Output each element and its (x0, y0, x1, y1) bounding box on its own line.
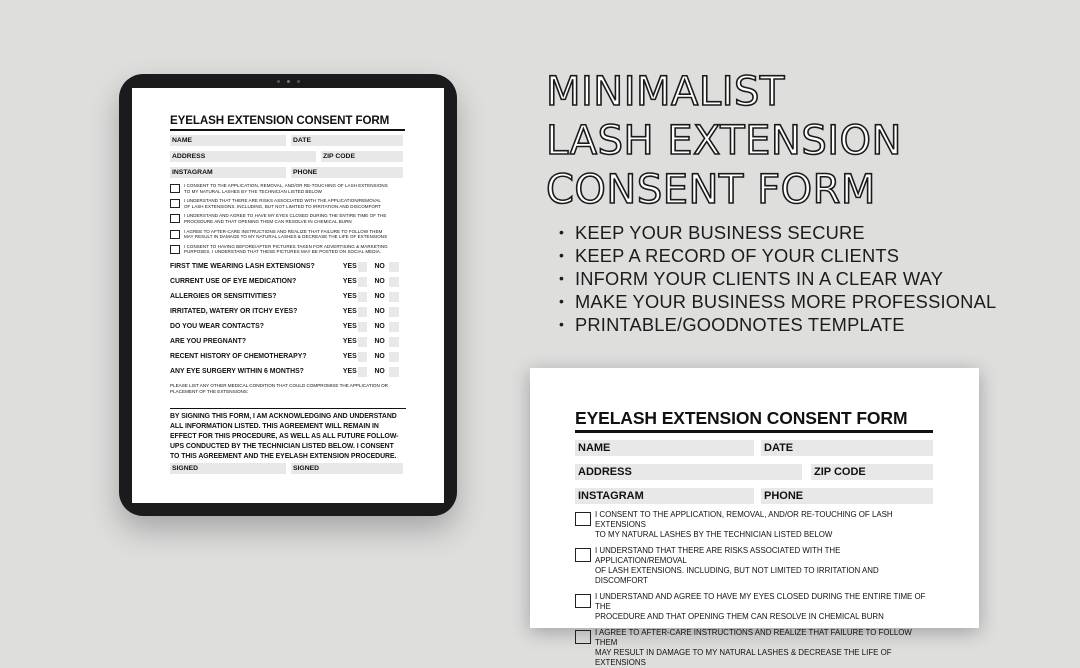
question-row: ALLERGIES OR SENSITIVITIES? YES NO (170, 292, 406, 302)
instagram-field[interactable]: INSTAGRAM (575, 488, 754, 504)
consent-item: I UNDERSTAND THAT THERE ARE RISKS ASSOCIATED WITH THE APPLICATION/REMOVAL OF LASH EXTENSIONS. INCLUDING, BUT NOT LIMITED TO IRRITATION AND DISCOMFORT (170, 198, 406, 209)
agreement-rule (170, 408, 406, 410)
question-row: ANY EYE SURGERY WITHIN 6 MONTHS? YES NO (170, 367, 406, 377)
question-row: CURRENT USE OF EYE MEDICATION? YES NO (170, 277, 406, 287)
consent-checkbox[interactable] (575, 512, 591, 526)
address-field[interactable]: ADDRESS (575, 464, 802, 480)
phone-field[interactable]: PHONE (761, 488, 933, 504)
no-box[interactable] (389, 352, 399, 362)
consent-checkbox[interactable] (170, 214, 180, 223)
yes-box[interactable] (358, 262, 368, 272)
zip-code-field[interactable]: ZIP CODE (321, 151, 403, 162)
zip-code-field[interactable]: ZIP CODE (811, 464, 933, 480)
consent-item: I CONSENT TO HAVING BEFORE/AFTER PICTURES TAKEN FOR ADVERTISING & MARKETING PURPOSES. I UNDERSTAND THAT THESE PICTURES MAY BE POSTED ON SOCIAL MEDIA. (170, 244, 406, 255)
consent-checkbox[interactable] (575, 594, 591, 608)
paper-consent-form (575, 408, 933, 668)
yes-box[interactable] (358, 307, 368, 317)
tablet-sensor-icon (297, 80, 300, 83)
feature-item: • INFORM YOUR CLIENTS IN A CLEAR WAY (559, 267, 996, 290)
yes-box[interactable] (358, 322, 368, 332)
no-box[interactable] (389, 322, 399, 332)
no-box[interactable] (389, 367, 399, 377)
question-row: DO YOU WEAR CONTACTS? YES NO (170, 322, 406, 332)
tablet-mockup (119, 74, 457, 516)
paper-mockup (530, 368, 979, 667)
instagram-field[interactable]: INSTAGRAM (170, 167, 286, 178)
yes-box[interactable] (358, 352, 368, 362)
no-box[interactable] (389, 277, 399, 287)
feature-item: • KEEP A RECORD OF YOUR CLIENTS (559, 244, 996, 267)
question-row: RECENT HISTORY OF CHEMOTHERAPY? YES NO (170, 352, 406, 362)
medical-note: PLEASE LIST ANY OTHER MEDICAL CONDITION THAT COULD COMPROMISE THE APPLICATION OR PLACEMENT OF THE EXTENSIONS: (170, 382, 388, 394)
form-title: EYELASH EXTENSION CONSENT FORM (575, 408, 908, 428)
feature-item: • MAKE YOUR BUSINESS MORE PROFESSIONAL (559, 290, 996, 313)
address-field[interactable]: ADDRESS (170, 151, 316, 162)
no-box[interactable] (389, 307, 399, 317)
signed-field[interactable]: SIGNED (291, 463, 403, 474)
consent-checkbox[interactable] (575, 630, 591, 644)
title-rule (575, 430, 933, 433)
consent-item: I AGREE TO AFTER-CARE INSTRUCTIONS AND REALIZE THAT FAILURE TO FOLLOW THEM MAY RESULT IN DAMAGE TO MY NATURAL LASHES & DECREASE THE LIFE OF EXTENSIONS (575, 628, 933, 668)
feature-list (559, 221, 996, 336)
consent-checkbox[interactable] (170, 199, 180, 208)
consent-item: I CONSENT TO THE APPLICATION, REMOVAL, AND/OR RE-TOUCHING OF LASH EXTENSIONS TO MY NATURAL LASHES BY THE TECHNICIAN LISTED BELOW (575, 510, 933, 540)
consent-checkbox[interactable] (170, 184, 180, 193)
feature-item: • KEEP YOUR BUSINESS SECURE (559, 221, 996, 244)
yes-box[interactable] (358, 337, 368, 347)
tablet-consent-form (170, 114, 406, 474)
tablet-screen (132, 88, 444, 503)
name-field[interactable]: NAME (575, 440, 754, 456)
no-box[interactable] (389, 337, 399, 347)
agreement-text: BY SIGNING THIS FORM, I AM ACKNOWLEDGING AND UNDERSTAND ALL INFORMATION LISTED. THIS AGREEMENT WILL REMAIN IN EFFECT FOR THIS PROCEDURE, AS WELL AS ALL FUTURE FOLLOW- UPS CONDUCTED BY THE TECHNICIAN LISTED BELOW. I CONSENT TO THIS AGREEMENT AND THE EYELASH EXTENSION PROCEDURE. (170, 413, 399, 460)
form-title: EYELASH EXTENSION CONSENT FORM (170, 114, 390, 127)
yes-box[interactable] (358, 277, 368, 287)
phone-field[interactable]: PHONE (291, 167, 403, 178)
question-row: ARE YOU PREGNANT? YES NO (170, 337, 406, 347)
tablet-sensor-icon (277, 80, 280, 83)
date-field[interactable]: DATE (291, 135, 403, 146)
consent-item: I CONSENT TO THE APPLICATION, REMOVAL, AND/OR RE-TOUCHING OF LASH EXTENSIONS TO MY NATURAL LASHES BY THE TECHNICIAN LISTED BELOW (170, 183, 406, 194)
consent-item: I UNDERSTAND AND AGREE TO HAVE MY EYES CLOSED DURING THE ENTIRE TIME OF THE PROCEDURE AND THAT OPENING THEM CAN RESOLVE IN CHEMICAL BURN (170, 213, 406, 224)
no-box[interactable] (389, 262, 399, 272)
tablet-camera-icon (287, 80, 290, 83)
signed-field[interactable]: SIGNED (170, 463, 286, 474)
question-row: IRRITATED, WATERY OR ITCHY EYES? YES NO (170, 307, 406, 317)
feature-item: • PRINTABLE/GOODNOTES TEMPLATE (559, 313, 996, 336)
consent-checkbox[interactable] (170, 230, 180, 239)
consent-item: I AGREE TO AFTER-CARE INSTRUCTIONS AND REALIZE THAT FAILURE TO FOLLOW THEM MAY RESULT IN DAMAGE TO MY NATURAL LASHES & DECREASE THE LIFE OF EXTENSIONS (170, 229, 406, 240)
consent-item: I UNDERSTAND AND AGREE TO HAVE MY EYES CLOSED DURING THE ENTIRE TIME OF THE PROCEDURE AND THAT OPENING THEM CAN RESOLVE IN CHEMICAL BURN (575, 592, 933, 622)
date-field[interactable]: DATE (761, 440, 933, 456)
consent-checkbox[interactable] (170, 245, 180, 254)
name-field[interactable]: NAME (170, 135, 286, 146)
consent-item: I UNDERSTAND THAT THERE ARE RISKS ASSOCIATED WITH THE APPLICATION/REMOVAL OF LASH EXTENSIONS. INCLUDING, BUT NOT LIMITED TO IRRITATION AND DISCOMFORT (575, 546, 933, 586)
yes-box[interactable] (358, 292, 368, 302)
promo-heading: MINIMALIST LASH EXTENSION CONSENT FORM (546, 69, 902, 213)
consent-checkbox[interactable] (575, 548, 591, 562)
question-list (170, 262, 406, 377)
consent-list (575, 510, 933, 668)
consent-list (170, 183, 406, 255)
title-rule (170, 129, 405, 131)
no-box[interactable] (389, 292, 399, 302)
yes-box[interactable] (358, 367, 368, 377)
question-row: FIRST TIME WEARING LASH EXTENSIONS? YES NO (170, 262, 406, 272)
